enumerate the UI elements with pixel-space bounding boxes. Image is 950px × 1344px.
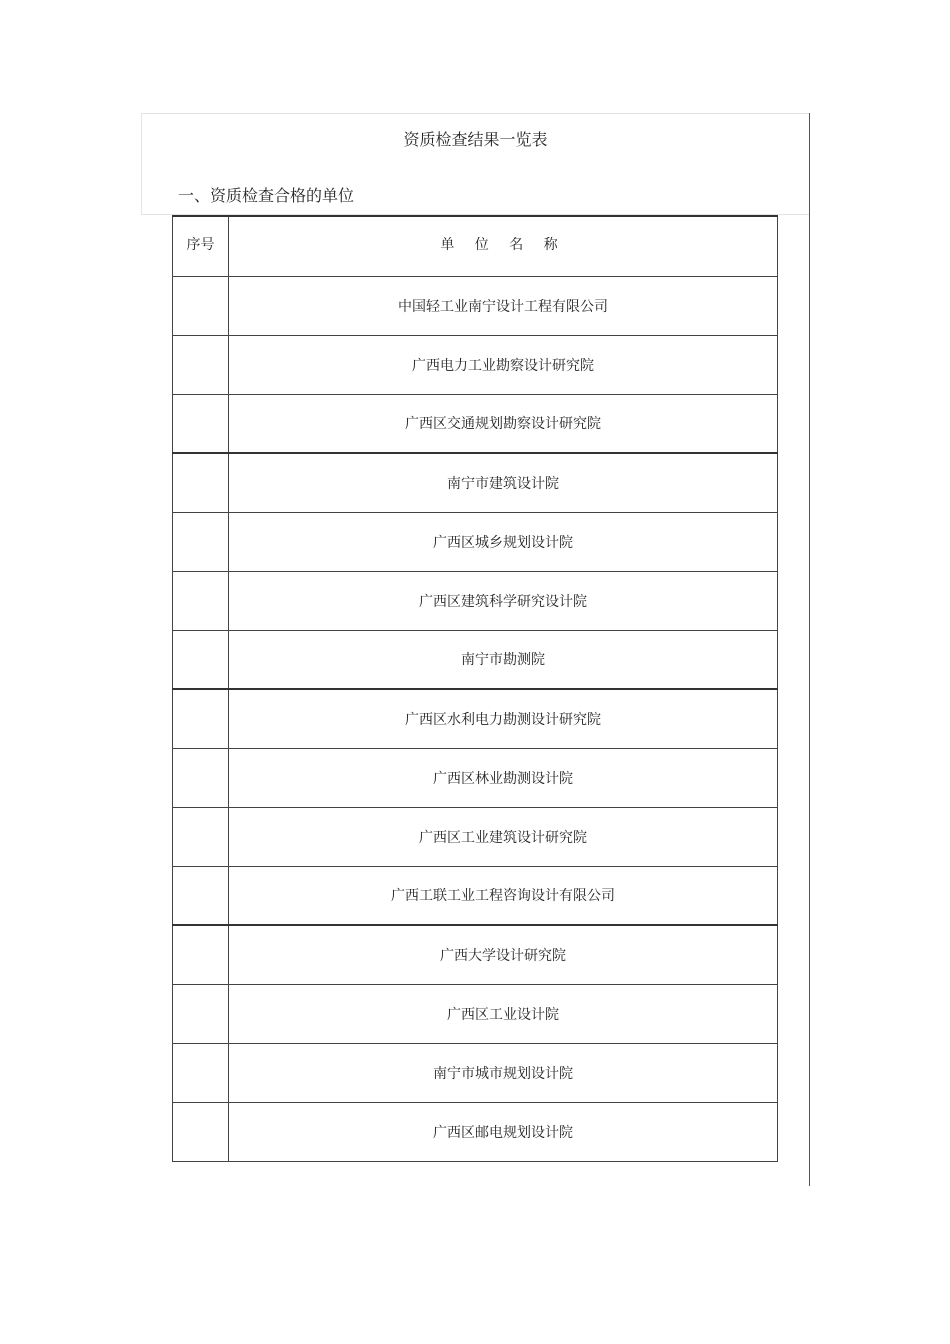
table-row bbox=[173, 748, 778, 807]
row-index bbox=[173, 453, 229, 512]
table-row bbox=[173, 866, 778, 925]
row-unit-name: 广西区工业设计院 bbox=[229, 984, 778, 1043]
row-index bbox=[173, 866, 229, 925]
row-unit-name: 南宁市城市规划设计院 bbox=[229, 1043, 778, 1102]
row-index bbox=[173, 571, 229, 630]
page-frame-right-edge bbox=[809, 113, 810, 1186]
results-table bbox=[172, 215, 778, 1162]
row-unit-name: 广西区水利电力勘测设计研究院 bbox=[229, 689, 778, 748]
section-heading: 一、资质检查合格的单位 bbox=[178, 186, 355, 205]
row-unit-name: 广西区邮电规划设计院 bbox=[229, 1102, 778, 1161]
header-index: 序号 bbox=[173, 216, 229, 276]
table-row bbox=[173, 571, 778, 630]
row-unit-name: 南宁市建筑设计院 bbox=[229, 453, 778, 512]
row-unit-name: 广西区建筑科学研究设计院 bbox=[229, 571, 778, 630]
row-index bbox=[173, 807, 229, 866]
row-index bbox=[173, 1102, 229, 1161]
table-row bbox=[173, 335, 778, 394]
document-title: 资质检查结果一览表 bbox=[403, 130, 548, 149]
row-index bbox=[173, 512, 229, 571]
table-row bbox=[173, 630, 778, 689]
row-index bbox=[173, 394, 229, 453]
table-row bbox=[173, 276, 778, 335]
row-index bbox=[173, 335, 229, 394]
row-index bbox=[173, 1043, 229, 1102]
table-row bbox=[173, 1102, 778, 1161]
table-row bbox=[173, 394, 778, 453]
table-row bbox=[173, 984, 778, 1043]
table-row bbox=[173, 1043, 778, 1102]
row-unit-name: 广西区林业勘测设计院 bbox=[229, 748, 778, 807]
row-unit-name: 广西区城乡规划设计院 bbox=[229, 512, 778, 571]
row-unit-name: 南宁市勘测院 bbox=[229, 630, 778, 689]
row-index bbox=[173, 630, 229, 689]
row-index bbox=[173, 925, 229, 984]
row-unit-name: 广西大学设计研究院 bbox=[229, 925, 778, 984]
row-unit-name: 广西区工业建筑设计研究院 bbox=[229, 807, 778, 866]
row-unit-name: 中国轻工业南宁设计工程有限公司 bbox=[229, 276, 778, 335]
table-row bbox=[173, 453, 778, 512]
table-row bbox=[173, 689, 778, 748]
row-index bbox=[173, 689, 229, 748]
row-index bbox=[173, 748, 229, 807]
row-index bbox=[173, 984, 229, 1043]
row-unit-name: 广西电力工业勘察设计研究院 bbox=[229, 335, 778, 394]
table-row bbox=[173, 512, 778, 571]
table-row bbox=[173, 925, 778, 984]
row-unit-name: 广西工联工业工程咨询设计有限公司 bbox=[229, 866, 778, 925]
table-row bbox=[173, 807, 778, 866]
row-index bbox=[173, 276, 229, 335]
header-unit-name: 单 位 名 称 bbox=[229, 216, 778, 276]
table-header-row bbox=[173, 216, 778, 276]
row-unit-name: 广西区交通规划勘察设计研究院 bbox=[229, 394, 778, 453]
